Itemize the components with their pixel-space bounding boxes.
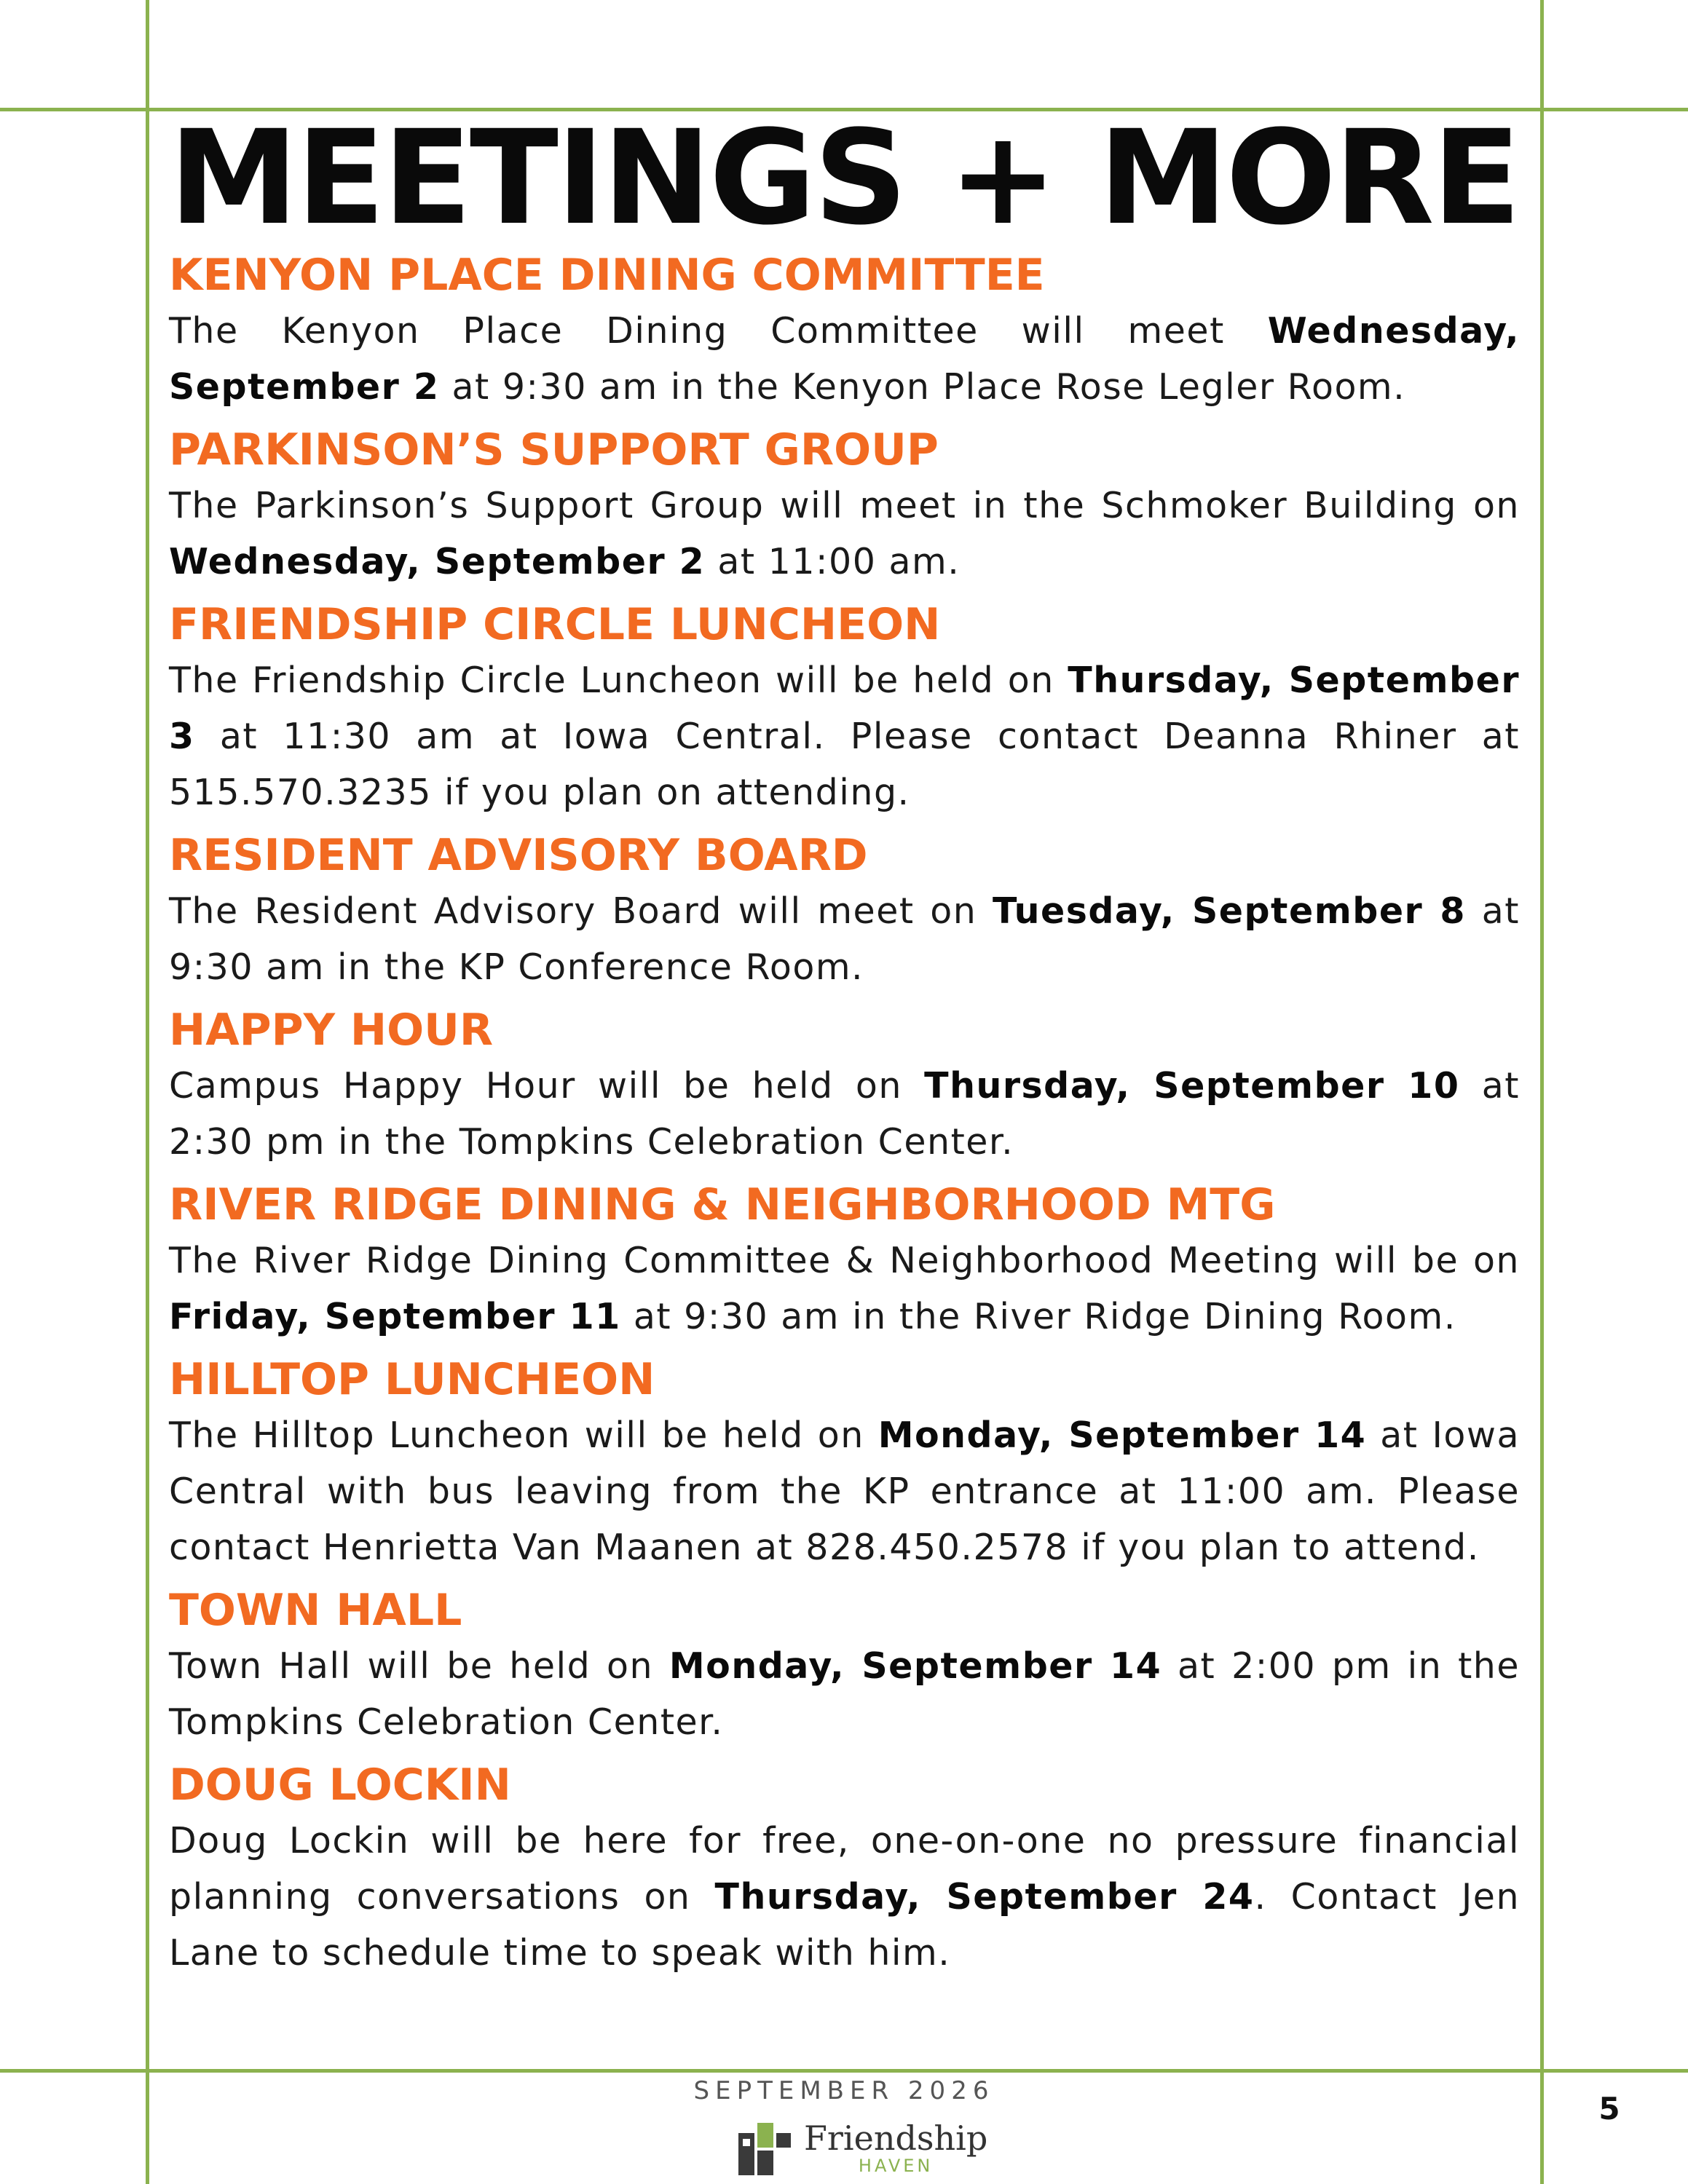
date-highlight: Friday, September 11: [169, 1296, 621, 1337]
body-text: The River Ridge Dining Committee & Neighborhood Meeting will be on: [169, 1240, 1520, 1281]
body-text: The Friendship Circle Luncheon will be held on: [169, 660, 1068, 701]
section-heading: PARKINSON’S SUPPORT GROUP: [169, 424, 939, 475]
section-heading: KENYON PLACE DINING COMMITTEE: [169, 250, 1045, 301]
date-highlight: Thursday, September 3: [169, 660, 1520, 757]
section-heading: RIVER RIDGE DINING & NEIGHBORHOOD MTG: [169, 1179, 1276, 1230]
section-heading: TOWN HALL: [169, 1585, 462, 1636]
section-body: [169, 652, 1520, 820]
logo-mark-icon: [735, 2120, 794, 2178]
date-highlight: Wednesday, September 2: [169, 310, 1520, 408]
body-text: Campus Happy Hour will be held on: [169, 1065, 925, 1107]
section-body: [169, 883, 1520, 995]
section-body: [169, 1058, 1520, 1170]
section-heading: HAPPY HOUR: [169, 1005, 494, 1056]
section: [169, 1583, 1520, 1750]
right-rule: [1540, 0, 1544, 2184]
section: [169, 422, 1520, 590]
body-text: at 11:00 am.: [705, 541, 961, 582]
body-text: The Hilltop Luncheon will be held on: [169, 1415, 878, 1456]
sections-list: [169, 248, 1520, 1981]
date-highlight: Wednesday, September 2: [169, 541, 706, 582]
section-heading: RESIDENT ADVISORY BOARD: [169, 830, 868, 881]
body-text: Doug Lockin will be here for free, one-on-one no pressure financial planning conversations on: [169, 1820, 1520, 1918]
section-body: [169, 1813, 1520, 1981]
section: [169, 828, 1520, 995]
section: [169, 1757, 1520, 1981]
section: [169, 597, 1520, 820]
section-body: [169, 1407, 1520, 1575]
section: [169, 1352, 1520, 1575]
body-text: . Contact Jen Lane to schedule time to speak with him.: [169, 1876, 1520, 1974]
body-text: The Resident Advisory Board will meet on: [169, 890, 993, 932]
body-text: at 9:30 am in the KP Conference Room.: [169, 890, 1520, 988]
section-body: [169, 1233, 1520, 1345]
section-body: [169, 303, 1520, 415]
body-text: Town Hall will be held on: [169, 1645, 669, 1687]
body-text: at 9:30 am in the Kenyon Place Rose Legler Room.: [439, 366, 1406, 408]
date-highlight: Monday, September 14: [877, 1415, 1367, 1456]
section: [169, 248, 1520, 415]
body-text: at 9:30 am in the River Ridge Dining Room.: [620, 1296, 1456, 1337]
page-title: MEETINGS + MORE: [169, 103, 1519, 254]
section-body: [169, 478, 1520, 590]
bottom-rule: [0, 2069, 1688, 2073]
section: [169, 1002, 1520, 1170]
date-highlight: Monday, September 14: [669, 1645, 1162, 1687]
date-highlight: Thursday, September 24: [714, 1876, 1255, 1918]
body-text: The Kenyon Place Dining Committee will meet: [169, 310, 1268, 352]
content-area: [169, 103, 1521, 1988]
body-text: at 2:00 pm in the Tompkins Celebration Center.: [169, 1645, 1521, 1743]
page-number: 5: [1598, 2091, 1620, 2126]
body-text: at Iowa Central with bus leaving from the KP entrance at 11:00 am. Please contact Henrietta Van Maanen at 828.450.2578 if you plan to attend.: [169, 1415, 1520, 1568]
section: [169, 1177, 1520, 1345]
body-text: at 11:30 am at Iowa Central. Please contact Deanna Rhiner at 515.570.3235 if you plan on attending.: [169, 716, 1520, 813]
section-heading: HILLTOP LUNCHEON: [169, 1354, 655, 1405]
footer-date: SEPTEMBER 2026: [693, 2076, 995, 2105]
section-heading: DOUG LOCKIN: [169, 1760, 511, 1811]
section-heading: FRIENDSHIP CIRCLE LUNCHEON: [169, 599, 941, 650]
friendship-haven-logo: [735, 2120, 987, 2178]
body-text: The Parkinson’s Support Group will meet in the Schmoker Building on: [169, 485, 1520, 526]
date-highlight: Thursday, September 10: [924, 1065, 1460, 1107]
body-text: at 2:30 pm in the Tompkins Celebration Center.: [169, 1065, 1520, 1163]
logo-sub: HAVEN: [858, 2156, 934, 2176]
logo-name: Friendship: [804, 2118, 988, 2158]
date-highlight: Tuesday, September 8: [993, 890, 1467, 932]
section-body: [169, 1638, 1520, 1750]
left-rule: [146, 0, 149, 2184]
